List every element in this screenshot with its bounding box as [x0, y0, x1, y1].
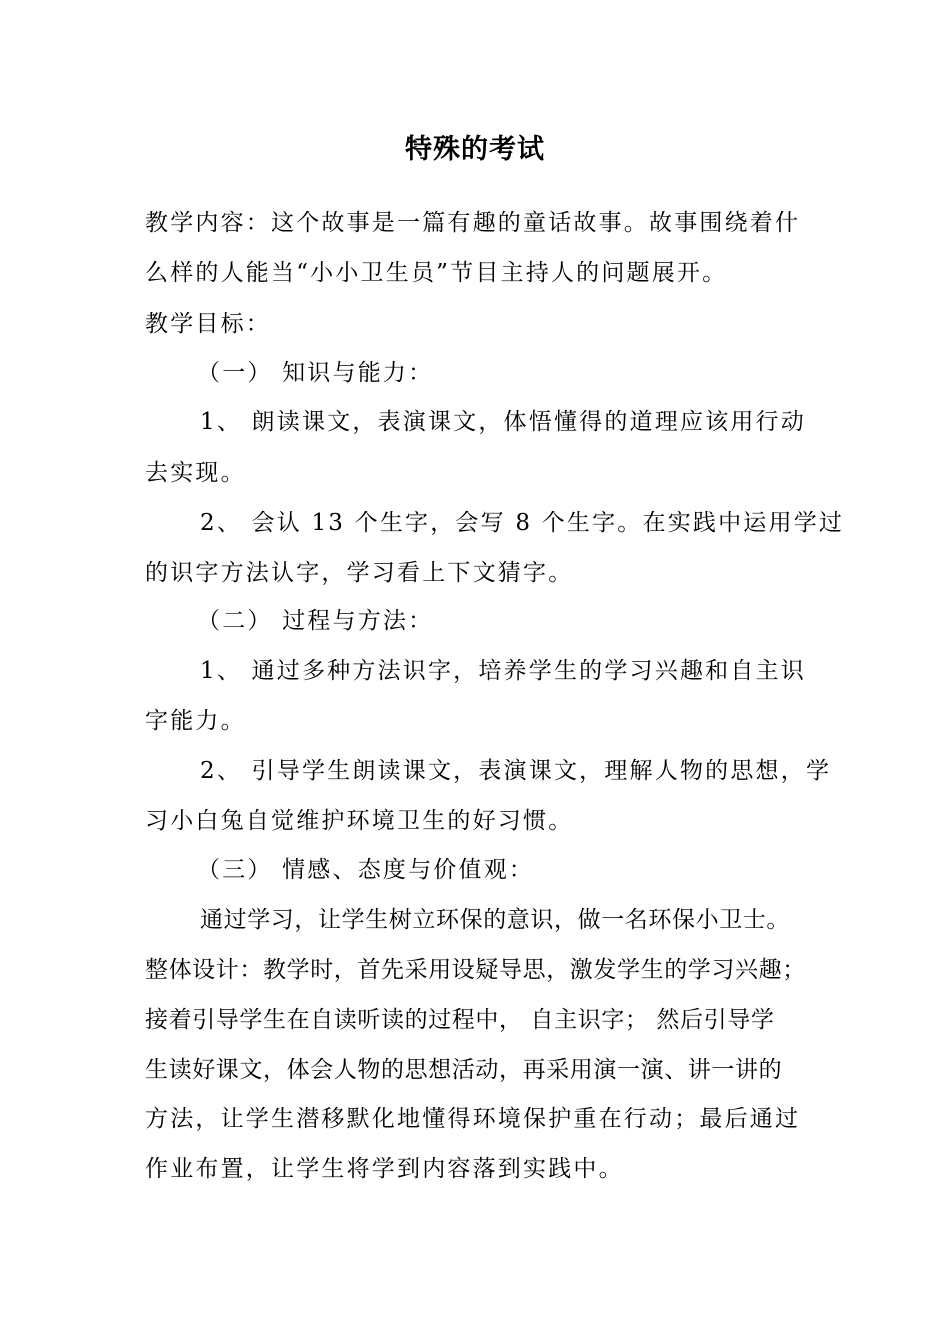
section-heading: （三） 情感、态度与价值观：	[197, 857, 535, 883]
section-heading: （二） 过程与方法：	[197, 608, 434, 634]
paragraph-line: 整体设计：教学时，首先采用设疑导思，激发学生的学习兴趣；	[145, 957, 806, 983]
paragraph-line: 字能力。	[145, 708, 246, 734]
paragraph-line: 通过学习，让学生树立环保的意识，做一名环保小卫士。	[200, 907, 790, 933]
paragraph-line: 去实现。	[145, 460, 246, 486]
paragraph-line: 教学目标：	[145, 311, 271, 337]
paragraph-line: 教学内容：这个故事是一篇有趣的童话故事。故事围绕着什	[145, 210, 801, 236]
paragraph-line: 的识字方法认字，学习看上下文猜字。	[145, 560, 574, 586]
section-heading: （一） 知识与能力：	[197, 360, 434, 386]
page-title: 特殊的考试	[405, 134, 545, 165]
paragraph-line: 习小白兔自觉维护环境卫生的好习惯。	[145, 808, 574, 834]
paragraph-line: 作业布置，让学生将学到内容落到实践中。	[145, 1156, 624, 1182]
paragraph-line: 接着引导学生在自读听读的过程中， 自主识字； 然后引导学	[145, 1007, 775, 1033]
paragraph-line: 方法，让学生潜移默化地懂得环境保护重在行动；最后通过	[145, 1106, 801, 1132]
paragraph-line: 1、 通过多种方法识字，培养学生的学习兴趣和自主识	[200, 658, 806, 684]
paragraph-line: 2、 引导学生朗读课文，表演课文，理解人物的思想，学	[200, 758, 832, 784]
paragraph-line: 2、 会认 13 个生字，会写 8 个生字。在实践中运用学过	[200, 510, 845, 536]
paragraph-line: 么样的人能当“小小卫生员”节目主持人的问题展开。	[145, 260, 728, 286]
paragraph-line: 生读好课文，体会人物的思想活动，再采用演一演、讲一讲的	[145, 1057, 783, 1083]
paragraph-line: 1、 朗读课文，表演课文，体悟懂得的道理应该用行动	[200, 409, 806, 435]
